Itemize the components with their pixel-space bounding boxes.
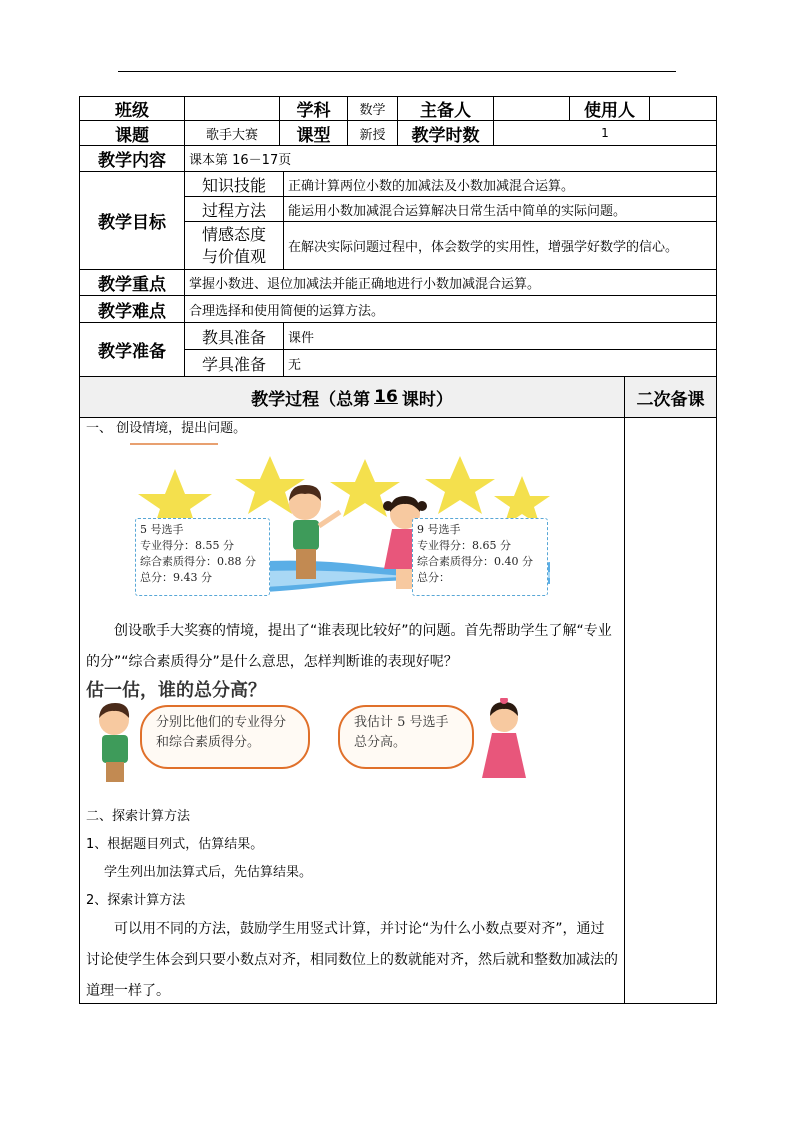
- key-point-value: 掌握小数进、退位加减法并能正确地进行小数加减混合运算。: [184, 269, 717, 296]
- type-value: 新授: [347, 120, 398, 146]
- contestant-5-card: [135, 518, 270, 596]
- intro-paragraph: 创设歌手大奖赛的情境，提出了“谁表现比较好”的问题。首先帮助学生了解“专业的分”“综合素质得分”是什么意思，怎样判断谁的表现好呢？: [86, 623, 612, 670]
- goal-process-label: 过程方法: [184, 196, 284, 222]
- goals-label: 教学目标: [79, 171, 185, 270]
- contestant-5-total: 总分：9.43 分: [140, 571, 212, 584]
- contestant-9-title: 9 号选手: [417, 523, 461, 536]
- boy-arm: [319, 512, 340, 526]
- content-label: 教学内容: [79, 145, 185, 172]
- difficulty-label: 教学难点: [79, 295, 185, 323]
- girl-ponytail: [383, 501, 393, 511]
- goal-attitude-label: [184, 221, 284, 270]
- preparer-label: 主备人: [397, 96, 494, 121]
- contestant-9-pro: 专业得分：8.65 分: [417, 539, 511, 552]
- step2-1-heading: 1、根据题目列式，估算结果。: [86, 837, 264, 852]
- goal-attitude-value: 在解决实际问题过程中，体会数学的实用性，增强学好数学的信心。: [283, 221, 717, 270]
- estimate-heading: 估一估，谁的总分高？: [86, 680, 266, 701]
- user-value: [649, 96, 717, 121]
- contestant-9-total: 总分：: [417, 571, 450, 584]
- step2-1-desc: 学生列出加法算式后，先估算结果。: [104, 865, 313, 880]
- prep-label: 教学准备: [79, 322, 185, 377]
- type-label: 课型: [279, 120, 348, 146]
- topic-value: 歌手大赛: [184, 120, 280, 146]
- goal-knowledge-value: 正确计算两位小数的加减法及小数加减混合运算。: [283, 171, 717, 197]
- process-title: [79, 376, 625, 418]
- preparer-value: [493, 96, 570, 121]
- process-title-suffix: 课时）: [401, 389, 453, 410]
- prep-teacher-label: 教具准备: [184, 322, 284, 350]
- process-body: [79, 417, 625, 1004]
- header-rule: [118, 71, 676, 72]
- contestant-9-card: [412, 518, 548, 596]
- subject-label: 学科: [279, 96, 348, 121]
- boy-legs: [106, 762, 124, 782]
- class-value: [184, 96, 280, 121]
- boy-body: [293, 520, 319, 550]
- step1-underline: [130, 443, 218, 445]
- class-label: 班级: [79, 96, 185, 121]
- second-prep-column: [624, 417, 717, 1004]
- girl-ponytail: [417, 501, 427, 511]
- girl-dress: [482, 733, 526, 778]
- prep-student-value: 无: [283, 349, 717, 377]
- content-value: 课本第 16－17页: [184, 145, 717, 172]
- step1-heading: 一、 创设情境，提出问题。: [86, 421, 247, 436]
- contestant-5-title: 5 号选手: [140, 523, 184, 536]
- prep-teacher-value: 课件: [283, 322, 717, 350]
- hours-value: 1: [493, 120, 717, 146]
- prep-student-label: 学具准备: [184, 349, 284, 377]
- topic-label: 课题: [79, 120, 185, 146]
- method-paragraph: 可以用不同的方法，鼓励学生用竖式计算，并讨论“为什么小数点要对齐”，通过讨论使学生体会到只要小数点对齐，相同数位上的数就能对齐，然后就和整数加减法的道理一样了。: [86, 921, 618, 999]
- goal-attitude-label-line1: 情感态度: [201, 224, 266, 244]
- step2-2-heading: 2、探索计算方法: [86, 893, 186, 908]
- process-title-number: 16: [374, 387, 398, 407]
- difficulty-value: 合理选择和使用简便的运算方法。: [184, 295, 717, 323]
- star-icon: [425, 456, 495, 514]
- user-label: 使用人: [569, 96, 650, 121]
- hours-label: 教学时数: [397, 120, 494, 146]
- key-point-label: 教学重点: [79, 269, 185, 296]
- contestant-5-pro: 专业得分：8.55 分: [140, 539, 234, 552]
- second-prep-title: 二次备课: [624, 376, 717, 418]
- contestant-9-quality: 综合素质得分：0.40 分: [417, 555, 533, 568]
- process-title-prefix: 教学过程（总第: [251, 389, 371, 410]
- speech-bubble-boy: 分别比他们的专业得分和综合素质得分。: [140, 705, 310, 769]
- step2-heading: 二、探索计算方法: [86, 809, 191, 824]
- boy-legs: [296, 549, 316, 579]
- goal-attitude-label-line2: 与价值观: [201, 246, 266, 266]
- subject-value: 数学: [347, 96, 398, 121]
- contestant-5-quality: 综合素质得分：0.88 分: [140, 555, 256, 568]
- speech-bubble-girl: 我估计 5 号选手总分高。: [338, 705, 474, 769]
- boy-body: [102, 735, 128, 763]
- goal-process-value: 能运用小数加减混合运算解决日常生活中简单的实际问题。: [283, 196, 717, 222]
- goal-knowledge-label: 知识技能: [184, 171, 284, 197]
